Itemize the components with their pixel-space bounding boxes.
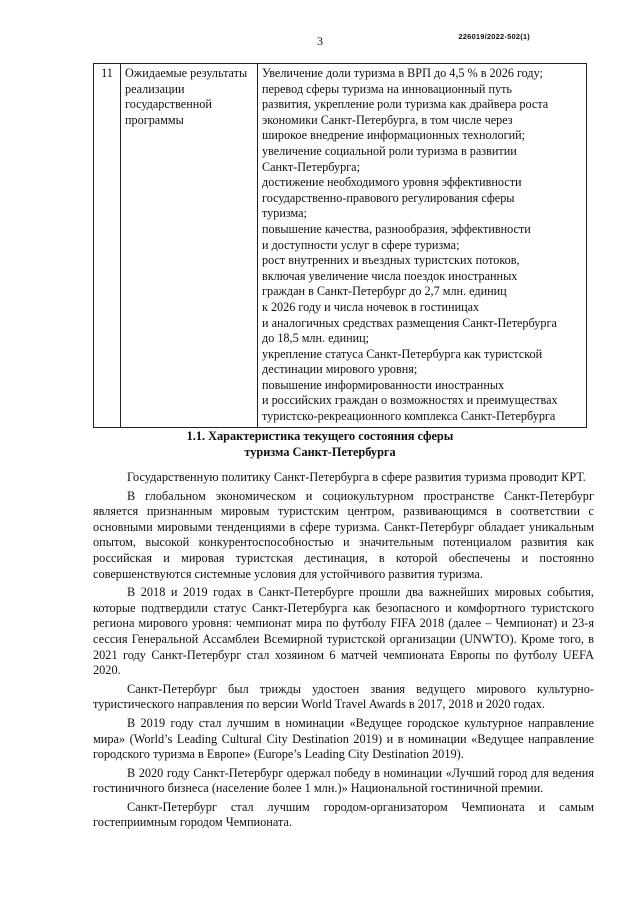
result-line: до 18,5 млн. единиц;	[262, 331, 370, 346]
result-line: развития, укрепление роли туризма как драйвера роста	[262, 97, 549, 112]
result-line: достижение необходимого уровня эффективности	[262, 175, 522, 190]
result-line: к 2026 году и числа ночевок в гостиницах	[262, 299, 480, 314]
result-line: и российских граждан о возможностях и преимуществах	[262, 393, 558, 408]
result-line: Увеличение доли туризма в ВРП до 4,5 % в 2026 году;	[262, 66, 543, 80]
program-results-table	[93, 63, 587, 428]
result-line: экономики Санкт-Петербурга, в том числе через	[262, 112, 513, 127]
result-line: укрепление статуса Санкт-Петербурга как туристской	[262, 346, 543, 361]
paragraph: В 2020 году Санкт-Петербург одержал победу в номинации «Лучший город для ведения гостиничного бизнеса (население более 1 млн.)» Национальной гостиничной премии.	[93, 765, 594, 796]
paragraph: Государственную политику Санкт-Петербурга в сфере развития туризма проводит КРТ.	[127, 470, 586, 484]
result-line: перевод сферы туризма на инновационный путь	[262, 81, 512, 96]
result-line: рост внутренних и въездных туристских потоков,	[262, 253, 520, 268]
result-line: и доступности услуг в сфере туризма;	[262, 237, 460, 252]
section-heading-line: туризма Санкт-Петербурга	[244, 444, 396, 459]
paragraph: Санкт-Петербург стал лучшим городом-организатором Чемпионата и самым гостеприимным городом Чемпионата.	[93, 799, 594, 830]
table-row	[94, 64, 587, 428]
row-label-cell: Ожидаемые результаты реализации государственной программы	[121, 64, 258, 428]
body-text	[93, 470, 594, 834]
page-number: 3	[317, 34, 323, 48]
result-line: туристско-рекреационного комплекса Санкт-Петербурга	[262, 409, 556, 424]
result-line: государственно-правового регулирования сферы	[262, 190, 515, 205]
paragraph: Санкт-Петербург был трижды удостоен звания ведущего мирового культурно-туристического направления по версии World Travel Awards в 2017, 2018 и 2020 годах.	[93, 681, 594, 712]
row-number-cell: 11	[94, 64, 121, 428]
section-heading-line: 1.1. Характеристика текущего состояния сферы	[186, 429, 454, 443]
result-line: и аналогичных средствах размещения Санкт-Петербурга	[262, 315, 557, 330]
result-line: широкое внедрение информационных технологий;	[262, 128, 526, 143]
document-id: 226019/2022-502(1)	[458, 32, 530, 41]
result-line: Санкт-Петербурга;	[262, 159, 360, 174]
result-line: туризма;	[262, 206, 307, 221]
paragraph: В глобальном экономическом и социокультурном пространстве Санкт-Петербург является признанным мировым туристским центром, развивающимся в соответствии с основными мировыми тенденциями в сфере туризма. Санкт-Петербург обладает уникальным опытом, высокой конкурентоспособностью и значительным потенциалом развития как российская и мировая туристская дестинация, в которой обеспечены и постоянно совершенствуются системные условия для устойчивого развития туризма.	[93, 488, 594, 581]
results-cell	[258, 64, 587, 428]
result-line: дестинации мирового уровня;	[262, 362, 418, 377]
result-line: повышение информированности иностранных	[262, 377, 505, 392]
result-line: повышение качества, разнообразия, эффективности	[262, 221, 531, 236]
result-line: включая увеличение числа поездок иностранных	[262, 268, 518, 283]
section-heading	[0, 429, 640, 460]
result-line: увеличение социальной роли туризма в развитии	[262, 143, 517, 158]
paragraph: В 2019 году стал лучшим в номинации «Ведущее городское культурное направление мира» (World’s Leading Cultural City Destination 2019) и в номинации «Ведущее направление городского туризма в Европе» (Europe’s Leading City Destination 2019).	[93, 715, 594, 762]
paragraph: В 2018 и 2019 годах в Санкт-Петербурге прошли два важнейших мировых события, которые подтвердили статус Санкт-Петербурга как безопасного и комфортного туристского региона мирового уровня: чемпионат мира по футболу FIFA 2018 (далее – Чемпионат) и 23-я сессия Генеральной Ассамблеи Всемирной туристской организации (UNWTO). Кроме того, в 2021 году Санкт-Петербург стал хозяином 6 матчей чемпионата Европы по футболу UEFA 2020.	[93, 585, 594, 678]
result-line: граждан в Санкт-Петербург до 2,7 млн. единиц	[262, 284, 507, 299]
